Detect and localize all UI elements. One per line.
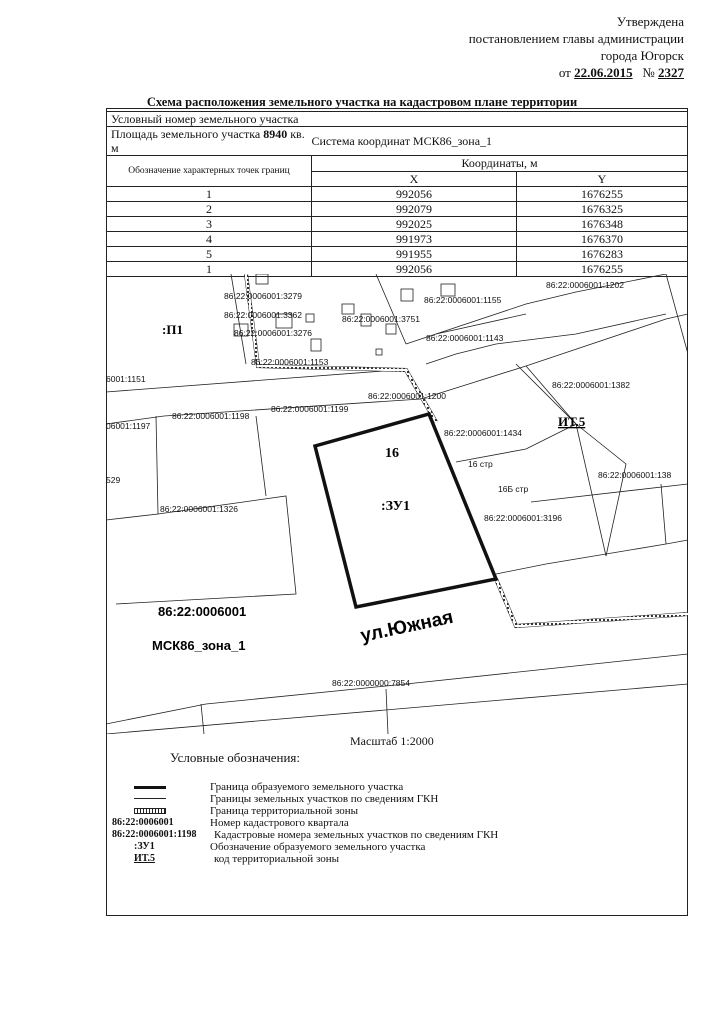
parcel-label: 86:22:0006001:3196	[484, 513, 562, 523]
legend-text: Обозначение образуемого земельного участка	[210, 841, 426, 853]
coordinates-table	[106, 111, 688, 277]
parcel-label: 86:22:0006001:1202	[546, 280, 624, 290]
point-y: 1676348	[517, 217, 688, 232]
parcel-label: 86:22:0006001:1143	[426, 333, 504, 343]
legend-thin-line-icon	[134, 798, 166, 799]
legend-key: ИТ.5	[134, 853, 155, 864]
parcel-label: 86:22:0006001:138	[598, 470, 672, 480]
kvartal-label: 86:22:0006001	[158, 604, 247, 619]
document-title: Схема расположения земельного участка на кадастровом плане территории	[146, 95, 578, 109]
legend-text: Границы земельных участков по сведениям ГКН	[210, 793, 439, 805]
col-x: X	[312, 171, 517, 187]
legend-text: Номер кадастрового квартала	[210, 817, 349, 829]
msk-label: МСК86_зона_1	[152, 638, 246, 653]
point-x: 991973	[312, 232, 517, 247]
approval-date: 22.06.2015	[574, 65, 633, 80]
number-prefix: №	[642, 65, 655, 80]
parcel-label: 86:22:0006001:3276	[234, 328, 312, 338]
parcel-label: 529	[106, 475, 121, 485]
approval-number: 2327	[658, 65, 684, 80]
legend-key: :ЗУ1	[134, 841, 155, 852]
cadastral-map	[106, 274, 688, 734]
coords-header: Координаты, м	[312, 156, 688, 172]
area-prefix: Площадь земельного участка	[111, 127, 261, 141]
area-cell	[107, 127, 312, 156]
points-header: Обозначение характерных точек границ	[107, 156, 312, 187]
zone-it5-label: ИТ.5	[558, 414, 586, 429]
approval-date-line	[559, 65, 684, 81]
point-x: 992025	[312, 217, 517, 232]
parcel-label: 86:22:0006001:1382	[552, 380, 630, 390]
street-label: ул.Южная	[358, 606, 456, 647]
parcel-label: 6001:1151	[106, 374, 146, 384]
approval-line-3: города Югорск	[600, 48, 684, 63]
coord-system-cell: Система координат МСК86_зона_1	[312, 127, 688, 156]
parcel-label: 86:22:0006001:1198	[172, 411, 250, 421]
lot-number-label: 16	[385, 446, 399, 461]
zone-p1-label: :П1	[162, 322, 183, 337]
date-prefix: от	[558, 65, 571, 80]
legend-text: код территориальной зоны	[214, 853, 340, 865]
parcel-label: 86:22:0006001:1434	[444, 428, 522, 438]
point-id: 2	[107, 202, 312, 217]
table-row	[107, 187, 688, 202]
legend-key: 86:22:0006001	[112, 817, 174, 828]
parcel-label: 86:22:0006001:1155	[424, 295, 502, 305]
legend-text: Граница территориальной зоны	[210, 805, 359, 817]
point-x: 992079	[312, 202, 517, 217]
map-labels	[106, 274, 688, 734]
point-y: 1676255	[517, 262, 688, 277]
legend-zone-line-icon	[134, 808, 166, 814]
parcel-label: 86:22:0006001:1326	[160, 504, 238, 514]
point-id: 1	[107, 262, 312, 277]
point-x: 991955	[312, 247, 517, 262]
legend-key: 86:22:0006001:1198	[112, 829, 197, 840]
legend-thick-line-icon	[134, 786, 166, 789]
parcel-label: 86:22:0000000:7854	[332, 678, 410, 688]
legend-text: Граница образуемого земельного участка	[210, 781, 404, 793]
approval-line-2: постановлением главы администрации	[468, 31, 684, 46]
point-x: 992056	[312, 187, 517, 202]
point-y: 1676255	[517, 187, 688, 202]
point-x: 992056	[312, 262, 517, 277]
scale-label: Масштаб 1:2000	[350, 734, 434, 748]
parcel-label: 86:22:0006001:3362	[224, 310, 302, 320]
parcel-label: 86:22:0006001:3279	[224, 291, 302, 301]
parcel-label: 06001:1197	[106, 421, 151, 431]
approval-line-1: Утверждена	[616, 14, 684, 29]
table-row	[107, 217, 688, 232]
col-y: Y	[517, 171, 688, 187]
point-id: 1	[107, 187, 312, 202]
point-id: 4	[107, 232, 312, 247]
parcel-label: 86:22:0006001:1153	[251, 357, 329, 367]
point-id: 3	[107, 217, 312, 232]
table-row	[107, 202, 688, 217]
zu1-label: :ЗУ1	[381, 499, 410, 514]
building-label: 16Б стр	[498, 484, 529, 494]
parcel-label: 86:22:0006001:1200	[368, 391, 446, 401]
point-y: 1676370	[517, 232, 688, 247]
table-row	[107, 247, 688, 262]
area-value: 8940	[263, 127, 288, 141]
parcel-label: 86:22:0006001:1199	[271, 404, 349, 414]
building-label: 16 стр	[468, 459, 493, 469]
legend-title: Условные обозначения:	[170, 750, 301, 765]
area-unit: кв. м	[111, 127, 305, 155]
point-y: 1676283	[517, 247, 688, 262]
conditional-number-row: Условный номер земельного участка	[107, 112, 688, 127]
point-y: 1676325	[517, 202, 688, 217]
point-id: 5	[107, 247, 312, 262]
parcel-label: 86:22:0006001:3751	[342, 314, 420, 324]
legend-text: Кадастровые номера земельных участков по сведениям ГКН	[214, 829, 499, 841]
table-row	[107, 232, 688, 247]
